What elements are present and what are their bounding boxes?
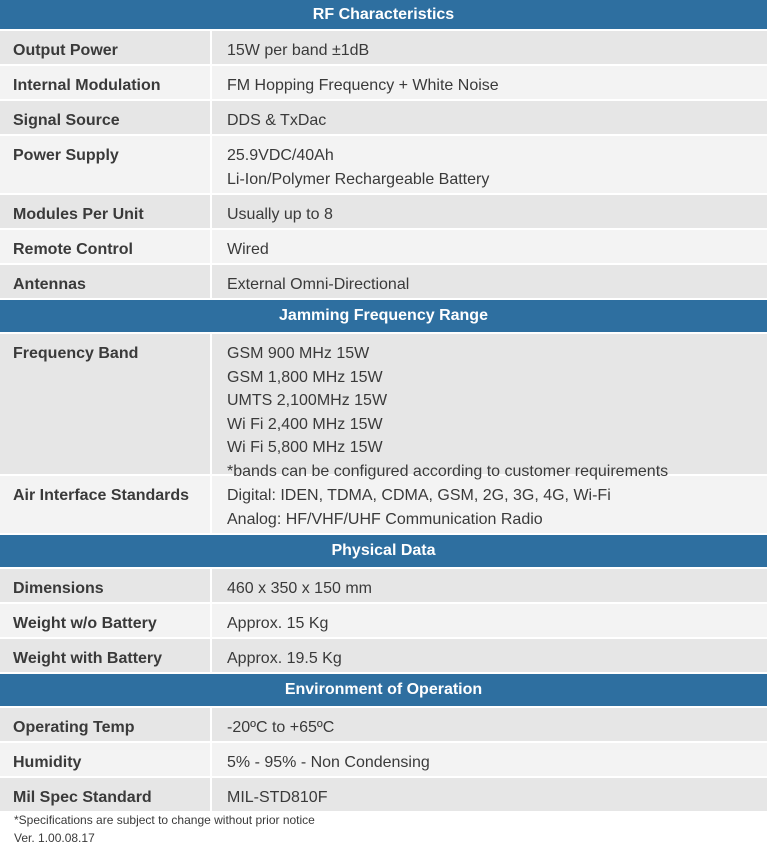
spec-value-line: Approx. 19.5 Kg bbox=[227, 650, 342, 667]
section-header: Physical Data bbox=[0, 535, 767, 569]
footer bbox=[14, 811, 315, 847]
version-label: Ver. 1.00.08.17 bbox=[14, 831, 95, 845]
spec-label: Operating Temp bbox=[0, 708, 212, 741]
spec-value-line: MIL-STD810F bbox=[227, 789, 328, 806]
disclaimer-note: *Specifications are subject to change without prior notice bbox=[14, 813, 315, 827]
spec-value bbox=[212, 195, 767, 228]
spec-value-line: Digital: IDEN, TDMA, CDMA, GSM, 2G, 3G, 4G, Wi-Fi bbox=[227, 487, 611, 504]
spec-row bbox=[0, 778, 767, 813]
spec-label: Signal Source bbox=[0, 101, 212, 134]
spec-value-line: 15W per band ±1dB bbox=[227, 42, 370, 59]
spec-value-line: 460 x 350 x 150 mm bbox=[227, 580, 372, 597]
spec-value-line: Analog: HF/VHF/UHF Communication Radio bbox=[227, 510, 543, 528]
spec-label: Remote Control bbox=[0, 230, 212, 263]
spec-value-line: Li-Ion/Polymer Rechargeable Battery bbox=[227, 170, 490, 188]
spec-label: Frequency Band bbox=[0, 334, 212, 474]
section-header: RF Characteristics bbox=[0, 0, 767, 31]
spec-row bbox=[0, 265, 767, 300]
spec-value-line: *bands can be configured according to customer requirements bbox=[227, 462, 669, 480]
spec-value-line: FM Hopping Frequency + White Noise bbox=[227, 77, 499, 94]
spec-value bbox=[212, 265, 767, 298]
spec-value-line: Wired bbox=[227, 241, 269, 258]
spec-value bbox=[212, 476, 767, 533]
spec-value bbox=[212, 604, 767, 637]
spec-value bbox=[212, 778, 767, 811]
spec-label: Internal Modulation bbox=[0, 66, 212, 99]
spec-value-line: 5% - 95% - Non Condensing bbox=[227, 754, 430, 771]
spec-row bbox=[0, 195, 767, 230]
spec-row bbox=[0, 639, 767, 674]
spec-value bbox=[212, 743, 767, 776]
spec-row bbox=[0, 334, 767, 480]
section-header: Environment of Operation bbox=[0, 674, 767, 708]
spec-value-line: 25.9VDC/40Ah bbox=[227, 147, 334, 164]
spec-label: Air Interface Standards bbox=[0, 476, 212, 533]
spec-row bbox=[0, 66, 767, 101]
spec-row bbox=[0, 101, 767, 136]
spec-row bbox=[0, 476, 767, 535]
spec-value-line: Approx. 15 Kg bbox=[227, 615, 329, 632]
spec-value-line: Wi Fi 2,400 MHz 15W bbox=[227, 415, 383, 433]
spec-value bbox=[212, 569, 767, 602]
spec-value-line: GSM 900 MHz 15W bbox=[227, 345, 370, 362]
spec-label: Humidity bbox=[0, 743, 212, 776]
section-header: Jamming Frequency Range bbox=[0, 300, 767, 334]
spec-value bbox=[212, 639, 767, 672]
spec-value bbox=[212, 708, 767, 741]
spec-value bbox=[212, 31, 767, 64]
spec-value bbox=[212, 334, 767, 480]
spec-value-line: External Omni-Directional bbox=[227, 276, 410, 293]
spec-value bbox=[212, 101, 767, 134]
spec-label: Modules Per Unit bbox=[0, 195, 212, 228]
spec-label: Weight with Battery bbox=[0, 639, 212, 672]
spec-row bbox=[0, 708, 767, 743]
spec-label: Power Supply bbox=[0, 136, 212, 193]
spec-row bbox=[0, 31, 767, 66]
spec-label: Mil Spec Standard bbox=[0, 778, 212, 811]
spec-value-line: Wi Fi 5,800 MHz 15W bbox=[227, 439, 383, 456]
spec-value-line: DDS & TxDac bbox=[227, 112, 327, 129]
spec-row bbox=[0, 136, 767, 195]
spec-value bbox=[212, 136, 767, 193]
spec-label: Dimensions bbox=[0, 569, 212, 602]
spec-value-line: UMTS 2,100MHz 15W bbox=[227, 392, 388, 409]
spec-row bbox=[0, 604, 767, 639]
spec-label: Weight w/o Battery bbox=[0, 604, 212, 637]
spec-row bbox=[0, 230, 767, 265]
spec-value-line: Usually up to 8 bbox=[227, 206, 333, 223]
spec-value-line: -20ºC to +65ºC bbox=[227, 719, 335, 736]
spec-value bbox=[212, 66, 767, 99]
spec-value-line: GSM 1,800 MHz 15W bbox=[227, 368, 383, 386]
spec-row bbox=[0, 743, 767, 778]
spec-label: Output Power bbox=[0, 31, 212, 64]
spec-label: Antennas bbox=[0, 265, 212, 298]
spec-row bbox=[0, 569, 767, 604]
spec-value bbox=[212, 230, 767, 263]
